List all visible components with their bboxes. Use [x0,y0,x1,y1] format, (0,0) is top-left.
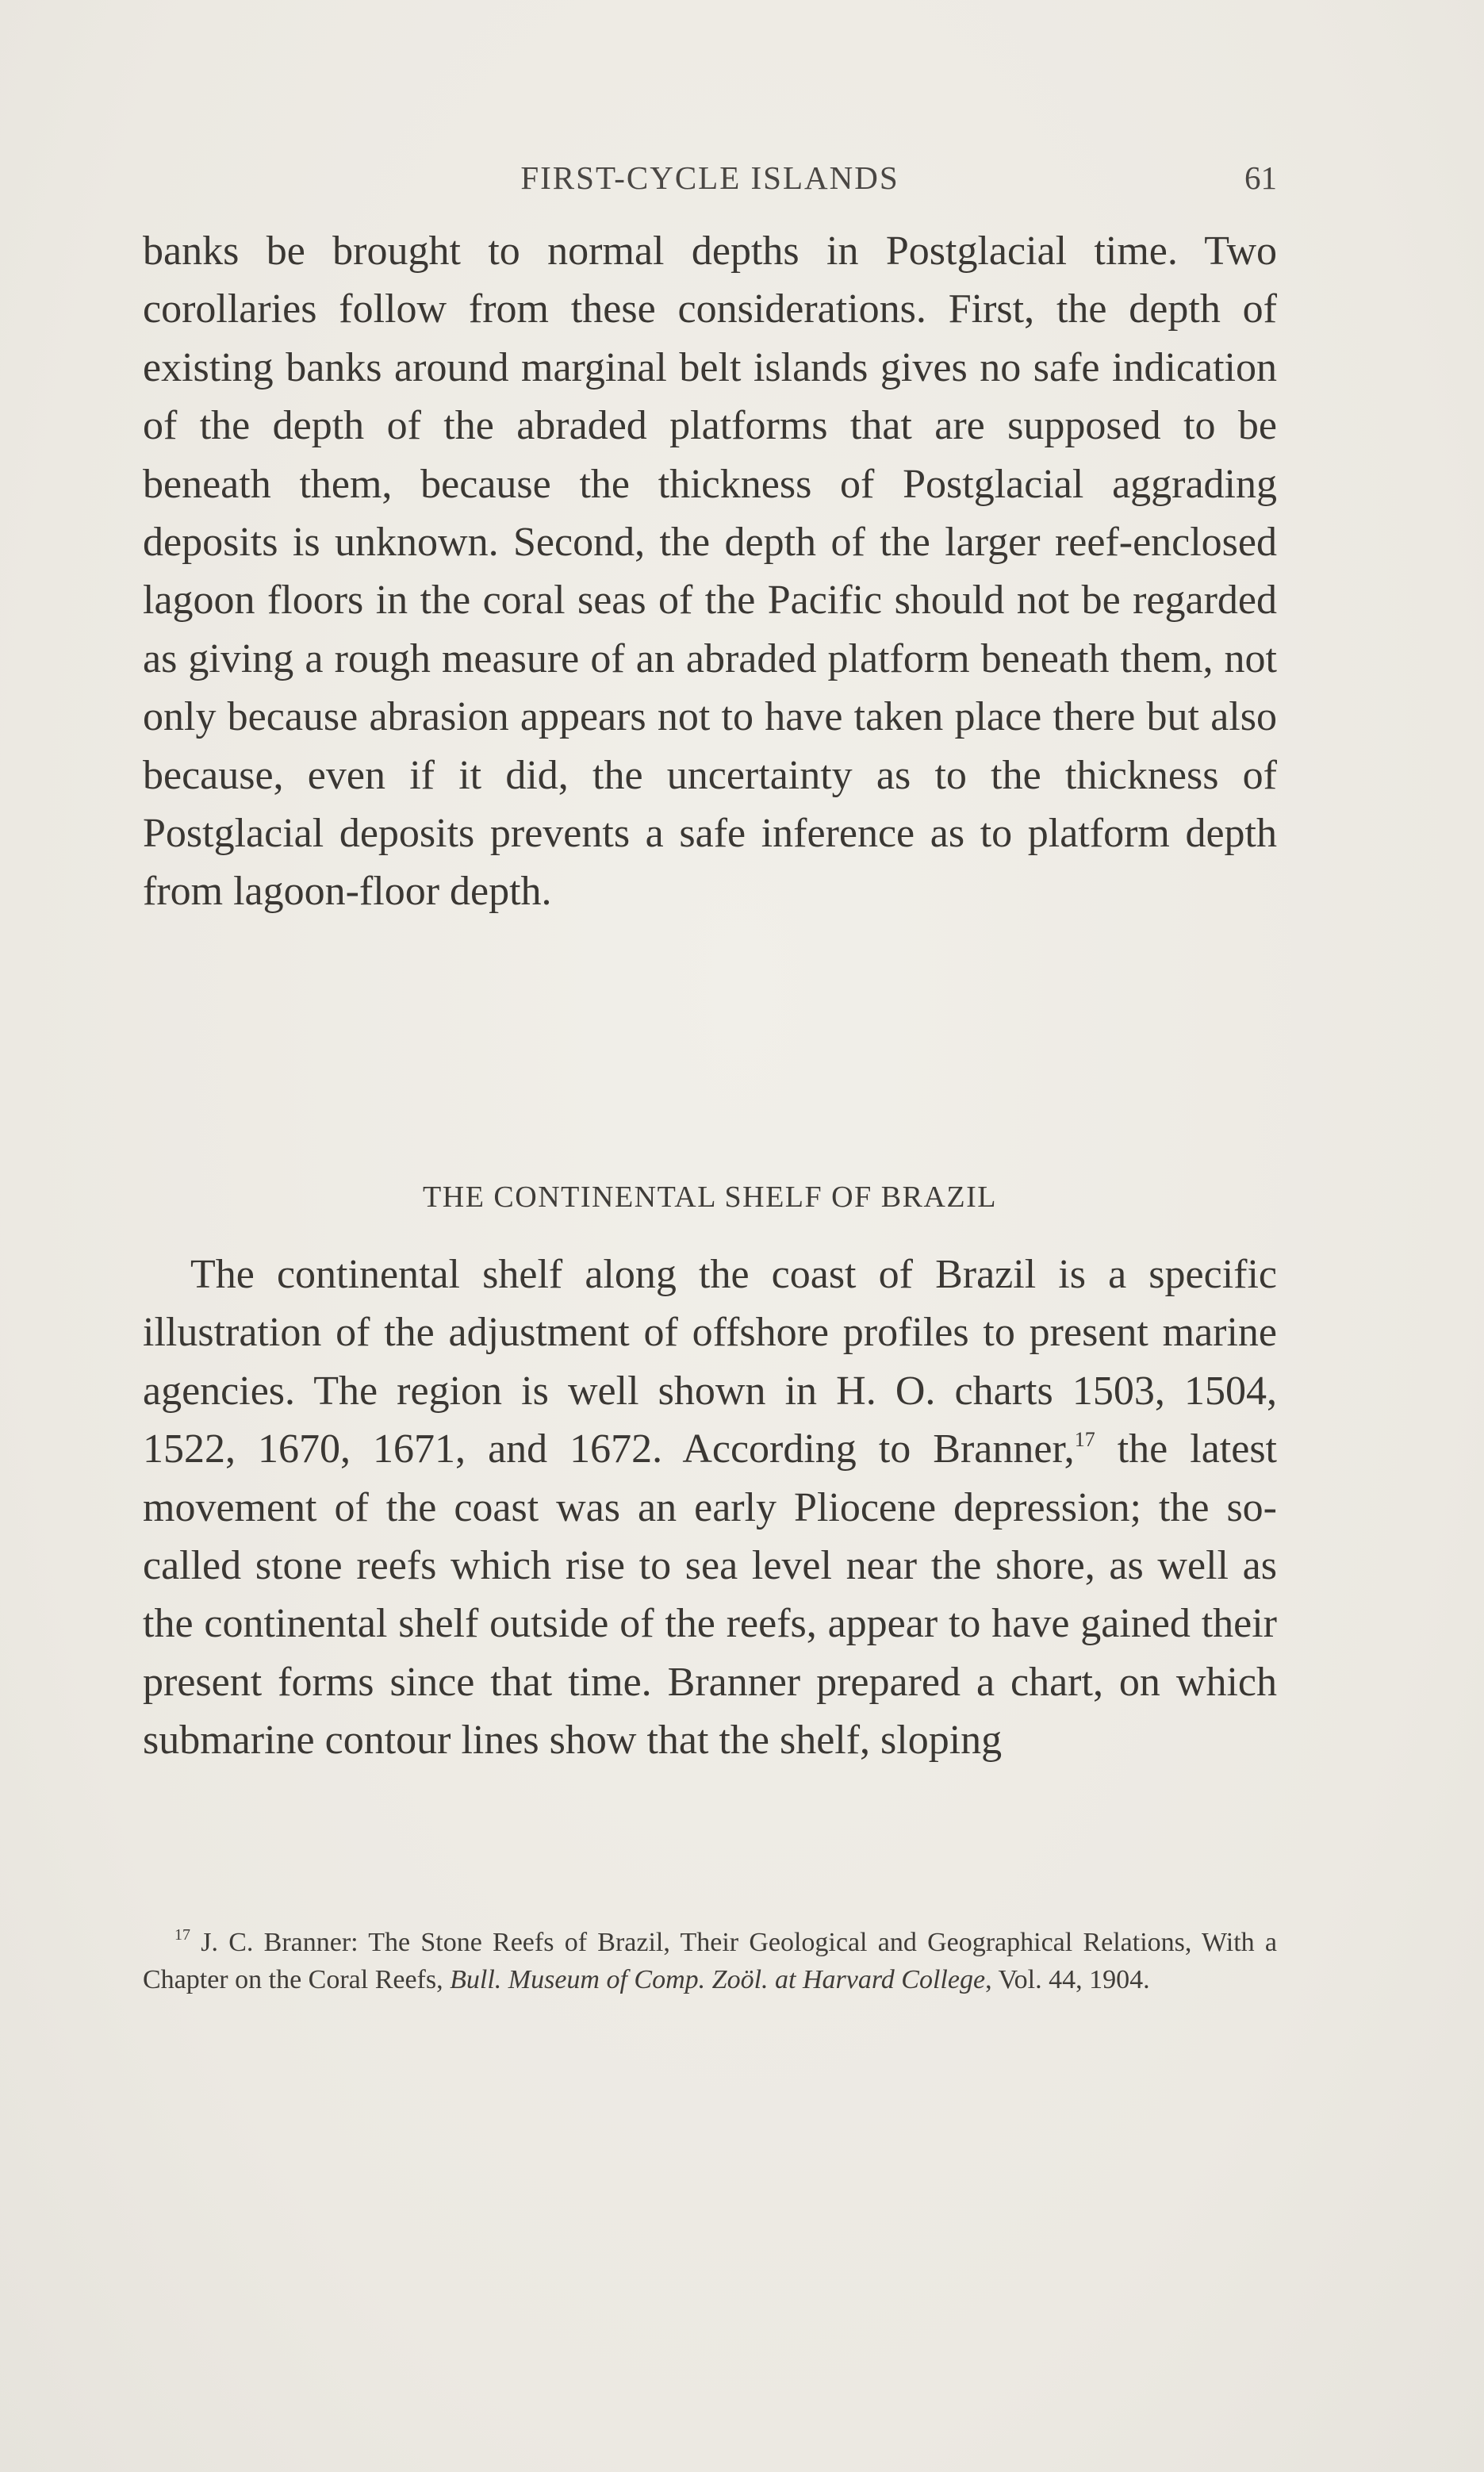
body-paragraph-1 [143,222,1277,921]
page-number: 61 [1244,159,1277,196]
running-title: FIRST-CYCLE ISLANDS [520,159,899,196]
footnote-text: J. C. Branner: The Stone Reefs of Brazil, Their Geological and Geographical Relations, With a Chapter on the Coral Reefs, [143,1928,1277,1994]
footnote-reference: 17 [1074,1428,1095,1452]
paragraph-text: banks be brought to normal depths in Postglacial time. Two corollaries follow from these considerations. First, the depth of existing banks around marginal belt islands gives no safe indication of the depth of the abraded platforms that are supposed to be beneath them, because the thickness of Postglacial aggrading deposits is unknown. Second, the depth of the larger reef-enclosed lagoon floors in the coral seas of the Pacific should not be regarded as giving a rough measure of an abraded platform beneath them, not only because abrasion appears not to have taken place there but also because, even if it did, the uncertainty as to the thickness of Postglacial deposits prevents a safe inference as to platform depth from lagoon-floor depth. [143,228,1277,915]
footnote-mark: 17 [174,1926,190,1944]
paragraph-text-part: The continental shelf along the coast of Brazil is a specific illustration of the adjustment of offshore profiles to present marine agencies. The region is well shown in H. O. charts 1503, 1504, 1522, 1670, 1671, and 1672. According to Branner, [143,1252,1277,1472]
footnote-text: , Vol. 44, 1904. [985,1965,1150,1994]
paragraph-text [143,1246,1277,1770]
footnote-journal: Bull. Museum of Comp. Zoöl. at Harvard College [450,1965,986,1994]
footnote [143,1924,1277,1998]
running-head [143,159,1277,206]
body-paragraph-2 [143,1246,1277,1770]
section-heading: THE CONTINENTAL SHELF OF BRAZIL [423,1180,997,1214]
paragraph-text-part: the latest movement of the coast was an early Pliocene depression; the so-called stone reefs which rise to sea level near the shore, as well as the continental shelf outside of the reefs, appear to have gained their present forms since that time. Branner prepared a chart, on which submarine contour lines show that the shelf, sloping [143,1426,1277,1764]
